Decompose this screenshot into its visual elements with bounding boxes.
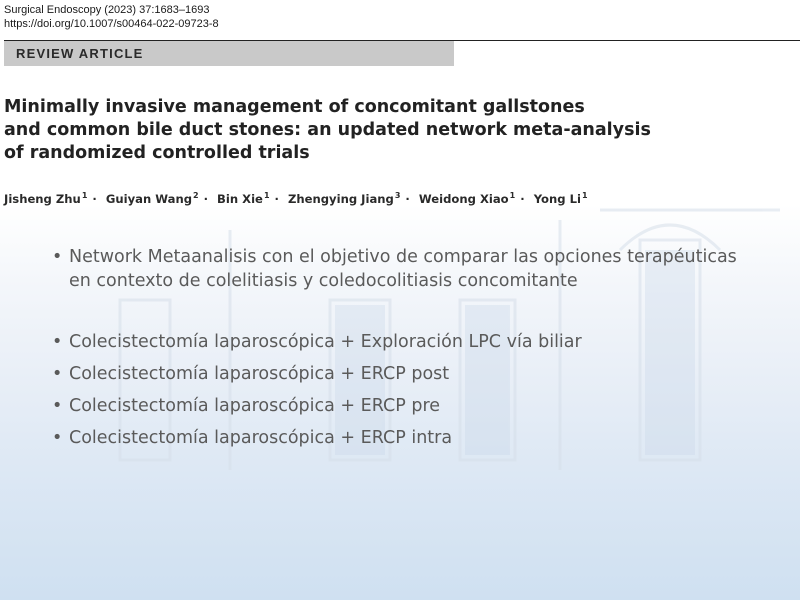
bullet-marker: • <box>52 428 63 448</box>
author-name: Jisheng Zhu <box>4 192 81 206</box>
article-type-banner <box>4 41 454 66</box>
article-title <box>4 96 800 165</box>
bullet-marker: • <box>52 396 63 416</box>
bullet-text: Network Metaanalisis con el objetivo de comparar las opciones terapéuticas en contexto de colelitiasis y coledocolitiasis concomitante <box>69 247 737 291</box>
author-name: Guiyan Wang <box>105 192 193 206</box>
bullet-text: Colecistectomía laparoscópica + ERCP pre <box>69 396 441 416</box>
bullet-text: Colecistectomía laparoscópica + ERCP post <box>69 364 450 384</box>
author-separator: · <box>274 192 279 206</box>
bullet-marker: • <box>52 247 63 267</box>
bullet-intro <box>52 245 752 293</box>
author-affiliation: 2 <box>193 191 199 200</box>
author-separator: · <box>203 192 208 206</box>
author-separator: · <box>405 192 410 206</box>
bullet-text: Colecistectomía laparoscópica + ERCP intra <box>69 428 453 448</box>
bullet-option <box>52 362 752 386</box>
bullet-option <box>52 394 752 418</box>
title-line: and common bile duct stones: an updated network meta-analysis <box>4 120 651 140</box>
author-affiliation: 1 <box>581 191 588 200</box>
author-separator: · <box>92 192 97 206</box>
author-affiliation: 1 <box>509 191 516 200</box>
journal-citation: Surgical Endoscopy (2023) 37:1683–1693 <box>4 4 210 16</box>
title-line: of randomized controlled trials <box>4 143 310 163</box>
title-line: Minimally invasive management of concomitant gallstones <box>4 97 585 117</box>
author-affiliation: 1 <box>263 191 270 200</box>
doi-link[interactable]: https://doi.org/10.1007/s00464-022-09723-8 <box>4 18 219 30</box>
bullet-marker: • <box>52 332 63 352</box>
author-list <box>4 191 588 206</box>
author-name: Weidong Xiao <box>418 192 509 206</box>
article-type-label: REVIEW ARTICLE <box>16 46 144 61</box>
bullet-marker: • <box>52 364 63 384</box>
bullet-text: Colecistectomía laparoscópica + Exploración LPC vía biliar <box>69 332 582 352</box>
author-name: Zhengying Jiang <box>287 192 394 206</box>
author-name: Bin Xie <box>217 192 263 206</box>
author-affiliation: 1 <box>81 191 88 200</box>
author-separator: · <box>520 192 525 206</box>
bullet-list <box>52 245 752 458</box>
journal-header <box>4 3 219 31</box>
bullet-option <box>52 330 752 354</box>
bullet-option <box>52 426 752 450</box>
author-name: Yong Li <box>533 192 581 206</box>
author-affiliation: 3 <box>394 191 401 200</box>
